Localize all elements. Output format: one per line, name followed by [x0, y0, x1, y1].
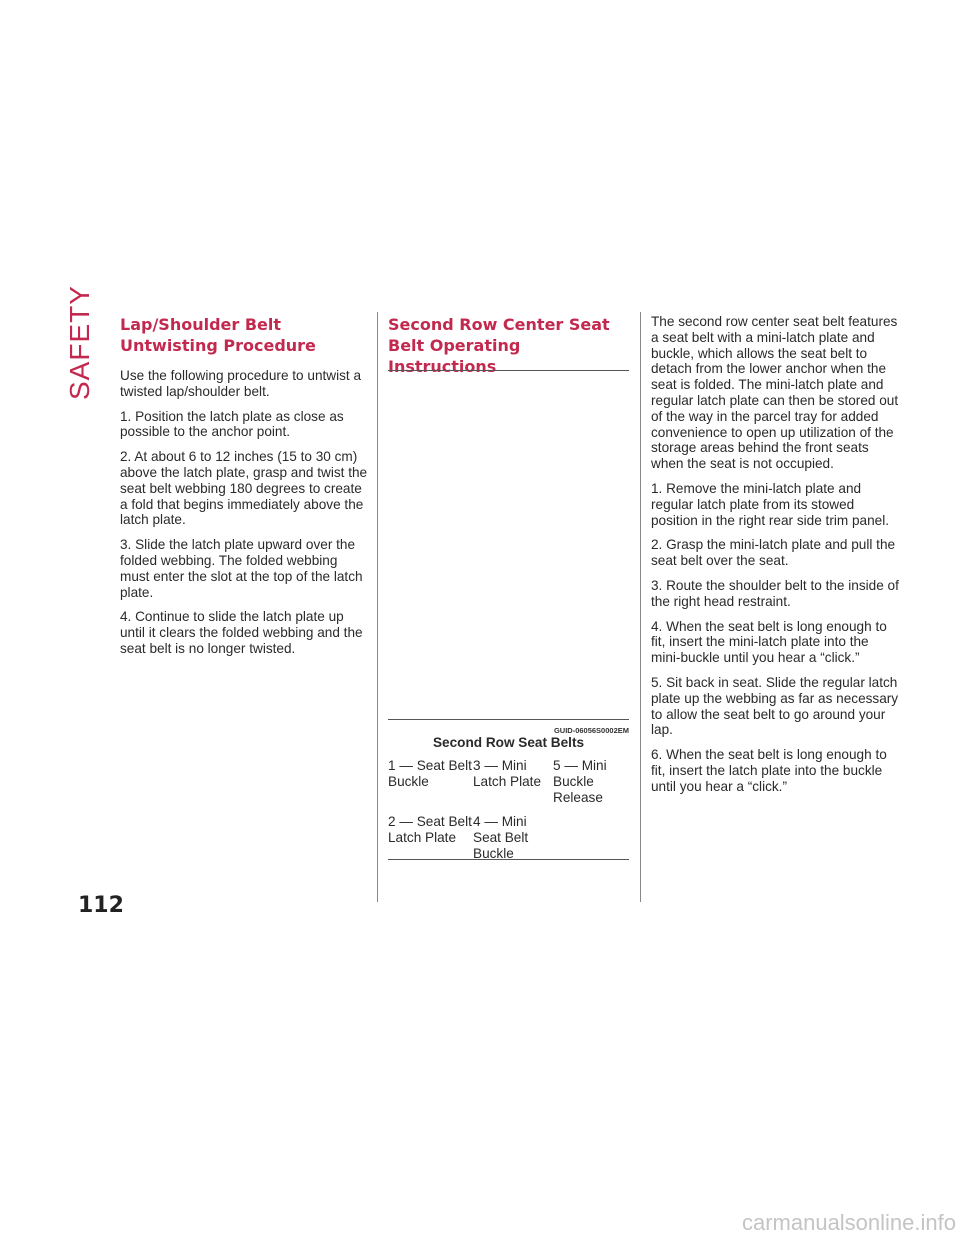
center-belt-step: 1. Remove the mini-latch plate and regular latch plate from its stowed position in the right rear side trim panel. [651, 480, 890, 528]
center-belt-intro: The second row center seat belt features a seat belt with a mini-latch plate and buckle, which allows the seat belt to detach from the lower anchor when the seat is folded. The mini-latch plate and regular latch plate can then be stored out of the way in the parcel tray for added convenience to open up utilization of the storage areas behind the front seats when the seat is not occupied. [651, 314, 899, 472]
untwisting-step: 4. Continue to slide the latch plate up until it clears the folded webbing and the seat belt is no longer twisted. [120, 609, 363, 656]
legend-item: 2 — Seat Belt Latch Plate [388, 814, 472, 845]
center-belt-step: 4. When the seat belt is long enough to fit, insert the mini-latch plate into the mini-buckle until you hear a “click.” [651, 618, 887, 666]
column-divider-right [640, 312, 641, 902]
center-belt-step: 6. When the seat belt is long enough to fit, insert the latch plate into the buckle until you hear a “click.” [651, 747, 887, 794]
center-seat-belt-heading: Second Row Center Seat Belt Operating Instructions [388, 315, 610, 376]
center-belt-step: 5. Sit back in seat. Slide the regular latch plate up the webbing as far as necessary to allow the seat belt to go around your lap. [651, 674, 899, 738]
column-divider-left [377, 312, 378, 902]
figure-top-rule [388, 370, 629, 371]
center-belt-step: 3. Route the shoulder belt to the inside of the right head restraint. [651, 577, 899, 609]
figure-bottom-rule [388, 719, 629, 720]
legend-item [553, 814, 629, 862]
untwisting-step: 3. Slide the latch plate upward over the folded webbing. The folded webbing must enter the slot at the top of the latch plate. [120, 537, 363, 600]
section-side-label: SAFETY [64, 285, 95, 400]
center-belt-step: 2. Grasp the mini-latch plate and pull the seat belt over the seat. [651, 537, 896, 569]
legend-item: 5 — Mini Buckle Release [553, 758, 607, 805]
untwisting-paragraph: Use the following procedure to untwist a twisted lap/shoulder belt. [120, 368, 362, 399]
untwisting-step: 1. Position the latch plate as close as possible to the anchor point. [120, 408, 344, 440]
watermark-text: carmanualsonline.info [741, 1210, 956, 1235]
legend-bottom-rule [388, 859, 629, 860]
untwisting-step: 2. At about 6 to 12 inches (15 to 30 cm) above the latch plate, grasp and twist the seat belt webbing 180 degrees to create a fold that begins immediately above the latch plate. [120, 449, 368, 528]
figure-id: GUID-06056S0002EM [553, 726, 629, 735]
legend-item: 4 — Mini Seat Belt Buckle [473, 814, 529, 861]
figure-legend [388, 758, 629, 862]
page-number: 112 [78, 893, 124, 918]
untwisting-heading: Lap/Shoulder Belt Untwisting Procedure [120, 315, 316, 355]
figure-caption: Second Row Seat Belts [432, 735, 585, 750]
column-center-seat-belt [388, 314, 630, 389]
column-untwisting-procedure [120, 314, 370, 666]
watermark [0, 1210, 960, 1236]
legend-item: 3 — Mini Latch Plate [473, 758, 542, 789]
legend-item: 1 — Seat Belt Buckle [388, 758, 472, 789]
column-center-belt-steps [651, 314, 901, 804]
